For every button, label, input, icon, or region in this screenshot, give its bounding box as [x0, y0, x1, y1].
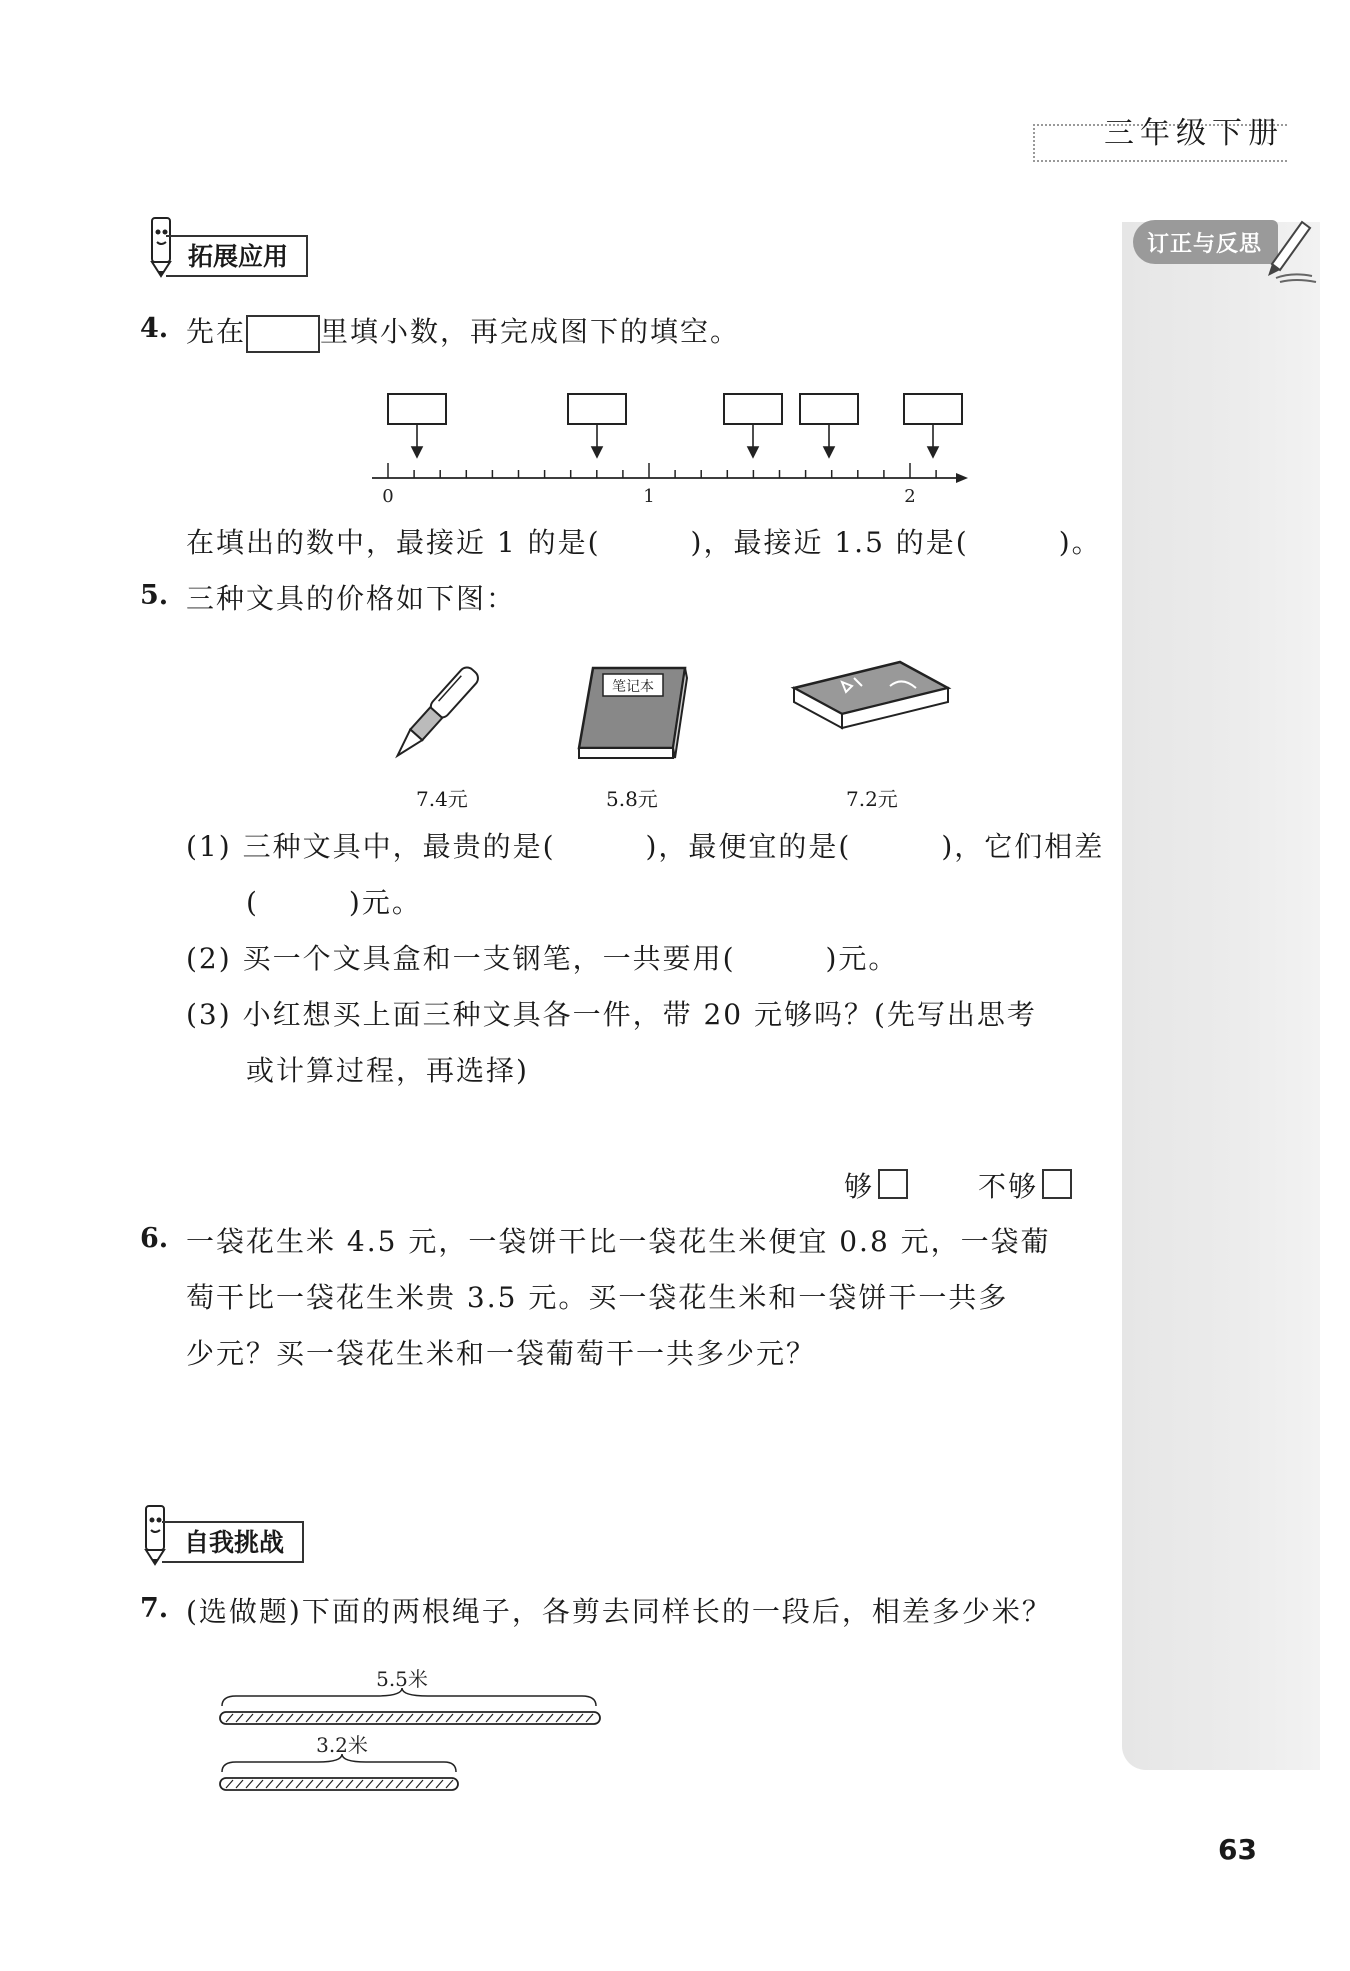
- q6-number: 6.: [140, 1223, 169, 1254]
- axis-label-0: 0: [382, 486, 394, 505]
- section-extend-title: 拓展应用: [166, 235, 308, 277]
- notebook-label: 笔记本: [612, 679, 654, 695]
- q4-number: 4.: [140, 313, 169, 344]
- number-line-answer-box-4[interactable]: [800, 394, 858, 424]
- q5-part1-line1: (1) 三种文具中，最贵的是( )，最便宜的是( )，它们相差: [186, 830, 1105, 863]
- ropes-diagram: [212, 1660, 608, 1796]
- sidebar-title: 订正与反思: [1147, 232, 1263, 257]
- notebook-image: [573, 660, 691, 762]
- number-line-answer-box-1[interactable]: [388, 394, 446, 424]
- q4-sample-box: [246, 315, 320, 353]
- q6-line3: 少元？买一袋花生米和一袋葡萄干一共多少元？: [186, 1337, 817, 1370]
- rope1-length: 5.5米: [376, 1667, 428, 1691]
- q5-part1-line2: ( )元。: [246, 886, 422, 919]
- q5-text: 三种文具的价格如下图：: [186, 582, 517, 615]
- rope2-length: 3.2米: [316, 1733, 368, 1757]
- reflection-sidebar: [1122, 222, 1320, 1770]
- choice-enough-label: 够: [844, 1170, 875, 1203]
- q7-text: (选做题)下面的两根绳子，各剪去同样长的一段后，相差多少米？: [186, 1595, 1052, 1628]
- pencil-case-image: [790, 658, 955, 736]
- number-line-answer-box-3[interactable]: [724, 394, 782, 424]
- fountain-pen-image: [375, 662, 495, 768]
- q5-part3-line1: (3) 小红想买上面三种文具各一件，带 20 元够吗？(先写出思考: [186, 998, 1037, 1031]
- pencil-case-price: 7.2元: [846, 787, 898, 811]
- pen-price: 7.4元: [416, 787, 468, 811]
- choice-not-enough-checkbox[interactable]: [1042, 1169, 1072, 1199]
- section-challenge-title: 自我挑战: [162, 1521, 304, 1563]
- q5-part3-line2: 或计算过程，再选择): [246, 1054, 529, 1087]
- q5-number: 5.: [140, 580, 169, 611]
- grade-label: 三年级下册: [1104, 116, 1284, 151]
- q5-part2: (2) 买一个文具盒和一支钢笔，一共要用( )元。: [186, 942, 899, 975]
- sidebar-pencil-icon: [1262, 214, 1320, 284]
- sidebar-tab: [1133, 220, 1278, 264]
- page-number: 63: [1218, 1833, 1257, 1866]
- q6-line2: 萄干比一袋花生米贵 3.5 元。买一袋花生米和一袋饼干一共多: [186, 1281, 1009, 1314]
- choice-enough[interactable]: [844, 1165, 908, 1205]
- q4-text-after: 里填小数，再完成图下的填空。: [320, 315, 741, 348]
- number-line-arrows: [412, 425, 938, 457]
- q4-text-before: 先在: [186, 315, 247, 348]
- number-line-ticks: [388, 463, 936, 478]
- notebook-price: 5.8元: [606, 787, 658, 811]
- choice-not-enough[interactable]: [978, 1165, 1072, 1205]
- choice-not-enough-label: 不够: [978, 1170, 1039, 1203]
- axis-label-1: 1: [643, 486, 655, 505]
- q7-number: 7.: [140, 1593, 169, 1624]
- number-line-answer-box-5[interactable]: [904, 394, 962, 424]
- q4-text: [186, 310, 740, 353]
- axis-label-2: 2: [904, 486, 916, 505]
- number-line-arrow-head-icon: [956, 473, 968, 483]
- choice-enough-checkbox[interactable]: [878, 1169, 908, 1199]
- number-line: [370, 385, 970, 505]
- q6-line1: 一袋花生米 4.5 元，一袋饼干比一袋花生米便宜 0.8 元，一袋葡: [186, 1225, 1051, 1258]
- q4-fill-blanks: 在填出的数中，最接近 1 的是( )，最接近 1.5 的是( )。: [186, 526, 1102, 559]
- number-line-answer-box-2[interactable]: [568, 394, 626, 424]
